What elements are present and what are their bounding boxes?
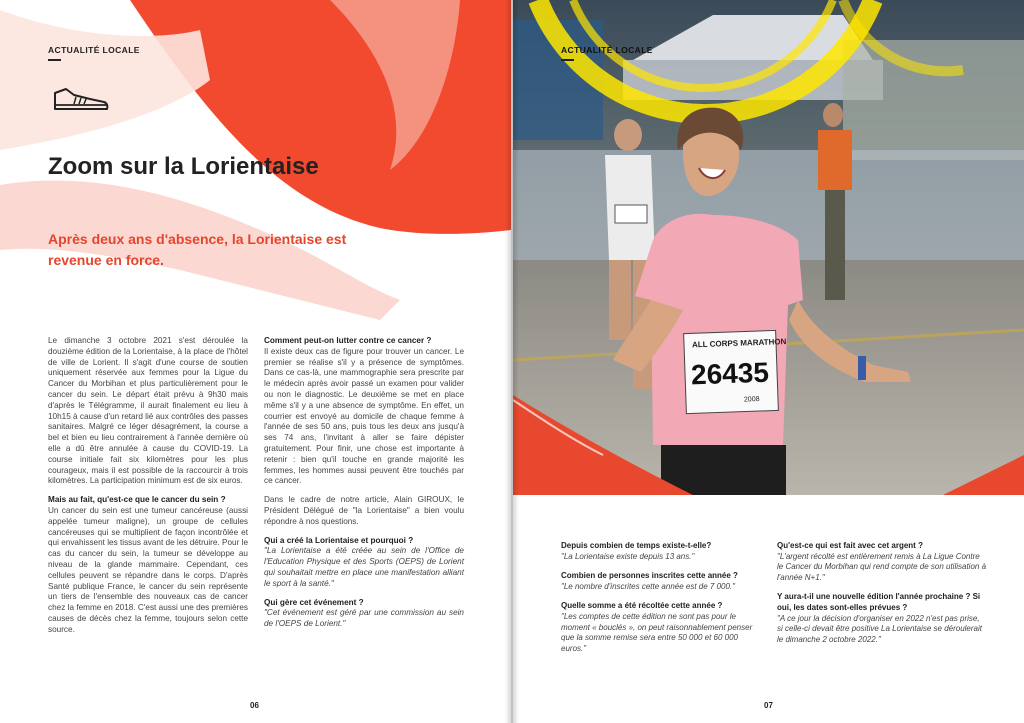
question-heading: Qui a créé la Lorientaise et pourquoi ? xyxy=(264,535,414,545)
paragraph-answer: Un cancer du sein est une tumeur cancéreuse (aussi appelée tumeur maligne), un groupe de cellules cancéreuses qui se multiplient de façon incontrôlée et qui envahissent les tissus avant de les détruire. Pour le cas du cancer du sein, la tumeur se développe au niveau de la glande mammaire. Cependant, ces cellules peuvent se répandre dans le corps. D'après Santé publique France, le cancer du sein représente un tiers de l'ensemble des nouveaux cas de cancer chez la femme en 2018. C'est aussi une des premières causes de décès chez la femme, toujours selon cette source. xyxy=(48,505,248,634)
article-title: Zoom sur la Lorientaise xyxy=(48,153,319,180)
paragraph-answer: Il existe deux cas de figure pour trouver un cancer. Le premier se réalise s'il y a présence de symptômes. Dans ce cas-là, une mammographie sera prescrite par le médecin après avoir passé un examen pour valider ou non le diagnostic. Le deuxième se met en place même s'il y a une absence de symptôme. En effet, un courrier est envoyé au domicile de chaque femme à l'année de ses 50 ans, puis tous les deux ans jusqu'à ses 74 ans, l'invitant à aller se faire dépister gratuitement. Pour finir, une chose est importante à retenir : bien qu'il touche en grande majorité les femmes, les hommes aussi peuvent être touchés par ce cancer. xyxy=(264,346,464,486)
runner-photo xyxy=(513,0,1024,495)
qa-column-2 xyxy=(777,541,987,654)
bib-number: 26435 xyxy=(690,356,770,391)
text-column-2 xyxy=(264,336,464,638)
interview-answer: "Les comptes de cette édition ne sont pas pour le moment « bouclés », on peut raisonnablement penser que la somme remise sera entre 50 000 et 60 000 euros." xyxy=(561,611,753,653)
interview-answer: "A ce jour la décision d'organiser en 2022 n'est pas prise, si celle-ci devait être positive La Lorientaise se déroulerait le dimanche 2 octobre 2022." xyxy=(777,613,982,644)
interview-answer: "L'argent récolté est entièrement remis à La Ligue Contre le Cancer du Morbihan qui rend compte de son utilisation à l'année N+1." xyxy=(777,551,987,582)
section-underline xyxy=(561,59,574,61)
question-heading: Mais au fait, qu'est-ce que le cancer du sein ? xyxy=(48,495,226,505)
paragraph-intro: Le dimanche 3 octobre 2021 s'est déroulée la douzième édition de la Lorientaise, à la place de l'hôtel de ville de Lorient. Il s'agit d'une course de soutien uniquement réservée aux femmes pour la Ligue du Cancer du Morbihan et plus particulièrement pour le cancer du sein. Le départ était prévu à 9h30 mais d'après le Télégramme, il aurait finalement eu lieu à 10h15 à cause d'un retard lié aux contrôles des passes sanitaires. Malgré ce léger désagrément, la course a bel et bien eu lieu contrairement à l'année dernière où elle a dû être annulée à cause du COVID-19. La course initiale fait six kilomètres pour les plus courageux, mais il est possible de la raccourcir à trois kilomètres. La participation minimum est de six euros. xyxy=(48,336,249,486)
paragraph-interview-intro: Dans le cadre de notre article, Alain GIROUX, le Président Délégué de "la Lorientaise" a bien voulu répondre à nos questions. xyxy=(264,495,464,526)
left-page xyxy=(0,0,511,723)
article-subtitle: Après deux ans d'absence, la Lorientaise est revenue en force. xyxy=(48,231,347,268)
page-number: 06 xyxy=(250,701,259,710)
question-heading: Qui gère cet événement ? xyxy=(264,597,364,607)
bib-year: 2008 xyxy=(743,396,760,404)
sneaker-icon xyxy=(52,85,110,113)
section-label: ACTUALITÉ LOCALE xyxy=(561,45,653,55)
qa-column-1 xyxy=(561,541,761,663)
question-heading: Y aura-t-il une nouvelle édition l'année prochaine ? Si oui, les dates sont-elles prévues ? xyxy=(777,592,981,612)
text-column-1 xyxy=(48,336,248,644)
right-page xyxy=(513,0,1024,723)
page-number: 07 xyxy=(764,701,773,710)
interview-answer: "Le nombre d'inscrites cette année est de 7 000." xyxy=(561,581,735,591)
interview-answer: "Cet événement est géré par une commission au sein de l'OEPS de Lorient." xyxy=(264,608,464,629)
question-heading: Qu'est-ce qui est fait avec cet argent ? xyxy=(777,541,923,550)
question-heading: Depuis combien de temps existe-t-elle? xyxy=(561,541,712,550)
bib-top-text: ALL CORPS MARATHON xyxy=(691,337,787,350)
section-label: ACTUALITÉ LOCALE xyxy=(48,45,140,55)
question-heading: Comment peut-on lutter contre ce cancer ? xyxy=(264,336,432,345)
question-heading: Combien de personnes inscrites cette année ? xyxy=(561,571,738,581)
interview-answer: "La Lorientaise existe depuis 13 ans." xyxy=(561,551,695,561)
interview-answer: "La Lorientaise a été créée au sein de l'Office de l'Education Physique et des Sports (OEPS) de Lorient qui souhaitait mettre en place une manifestation alliant le sport à la santé." xyxy=(264,546,464,588)
section-underline xyxy=(48,59,61,61)
question-heading: Quelle somme a été récoltée cette année ? xyxy=(561,601,723,611)
book-gutter-shadow xyxy=(505,0,519,723)
photo-illustration xyxy=(513,0,1024,495)
